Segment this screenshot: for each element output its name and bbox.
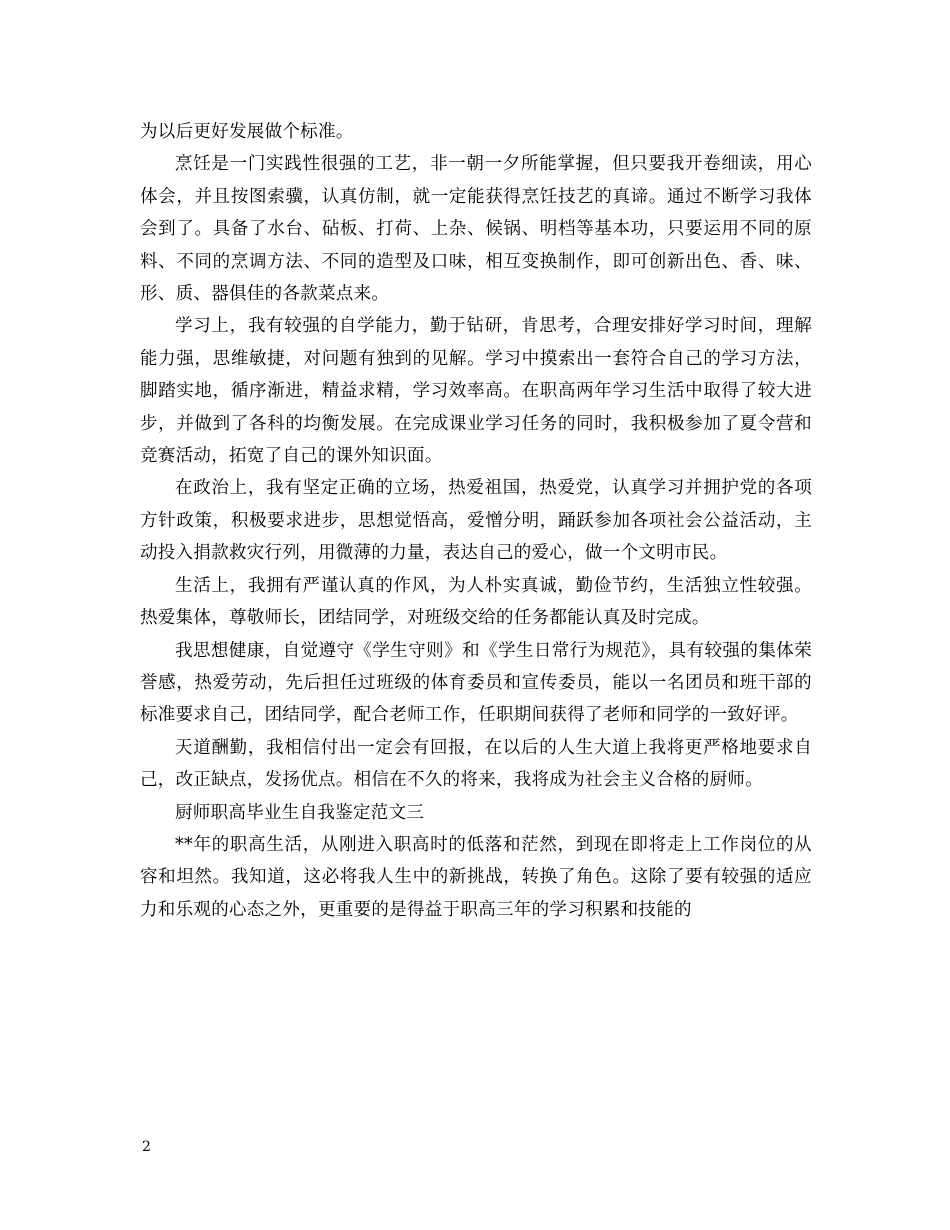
paragraph-sample-three: **年的职高生活，从刚进入职高时的低落和茫然，到现在即将走上工作岗位的从容和坦然。我知道，这必将我人生中的新挑战，转换了角色。这除了要有较强的适应力和乐观的心态之外，更重要的是得益于职高三年的学习积累和技能的 <box>140 834 812 920</box>
paragraph-conduct: 我思想健康，自觉遵守《学生守则》和《学生日常行为规范》，具有较强的集体荣誉感，热爱劳动，先后担任过班级的体育委员和宣传委员，能以一名团员和班干部的标准要求自己，团结同学，配合老师工作，任职期间获得了老师和同学的一致好评。 <box>140 640 812 726</box>
paragraph-study: 学习上，我有较强的自学能力，勤于钻研，肯思考，合理安排好学习时间，理解能力强，思维敏捷，对问题有独到的见解。学习中摸索出一套符合自己的学习方法，脚踏实地，循序渐进，精益求精，学习效率高。在职高两年学习生活中取得了较大进步，并做到了各科的均衡发展。在完成课业学习任务的同时，我积极参加了夏令营和竞赛活动，拓宽了自己的课外知识面。 <box>140 316 812 467</box>
paragraph-continuation: 为以后更好发展做个标准。 <box>140 122 354 142</box>
paragraph-politics: 在政治上，我有坚定正确的立场，热爱祖国，热爱党，认真学习并拥护党的各项方针政策，积极要求进步，思想觉悟高，爱憎分明，踊跃参加各项社会公益活动，主动投入捐款救灾行列，用微薄的力量，表达自己的爱心，做一个文明市民。 <box>140 478 812 564</box>
document-body <box>140 116 812 926</box>
paragraph-life: 生活上，我拥有严谨认真的作风，为人朴实真诚，勤俭节约，生活独立性较强。热爱集体，尊敬师长，团结同学，对班级交给的任务都能认真及时完成。 <box>140 575 812 629</box>
paragraph-diligence: 天道酬勤，我相信付出一定会有回报，在以后的人生大道上我将更严格地要求自己，改正缺点，发扬优点。相信在不久的将来，我将成为社会主义合格的厨师。 <box>140 737 812 791</box>
paragraph-cooking-craft: 烹饪是一门实践性很强的工艺，非一朝一夕所能掌握，但只要我开卷细读，用心体会，并且按图索骥，认真仿制，就一定能获得烹饪技艺的真谛。通过不断学习我体会到了。具备了水台、砧板、打荷、上杂、候锅、明档等基本功，只要运用不同的原料、不同的烹调方法、不同的造型及口味，相互变换制作，即可创新出色、香、味、形、质、器俱佳的各款菜点来。 <box>140 154 812 305</box>
page-number: 2 <box>142 1139 151 1155</box>
section-heading: 厨师职高毕业生自我鉴定范文三 <box>175 802 425 823</box>
